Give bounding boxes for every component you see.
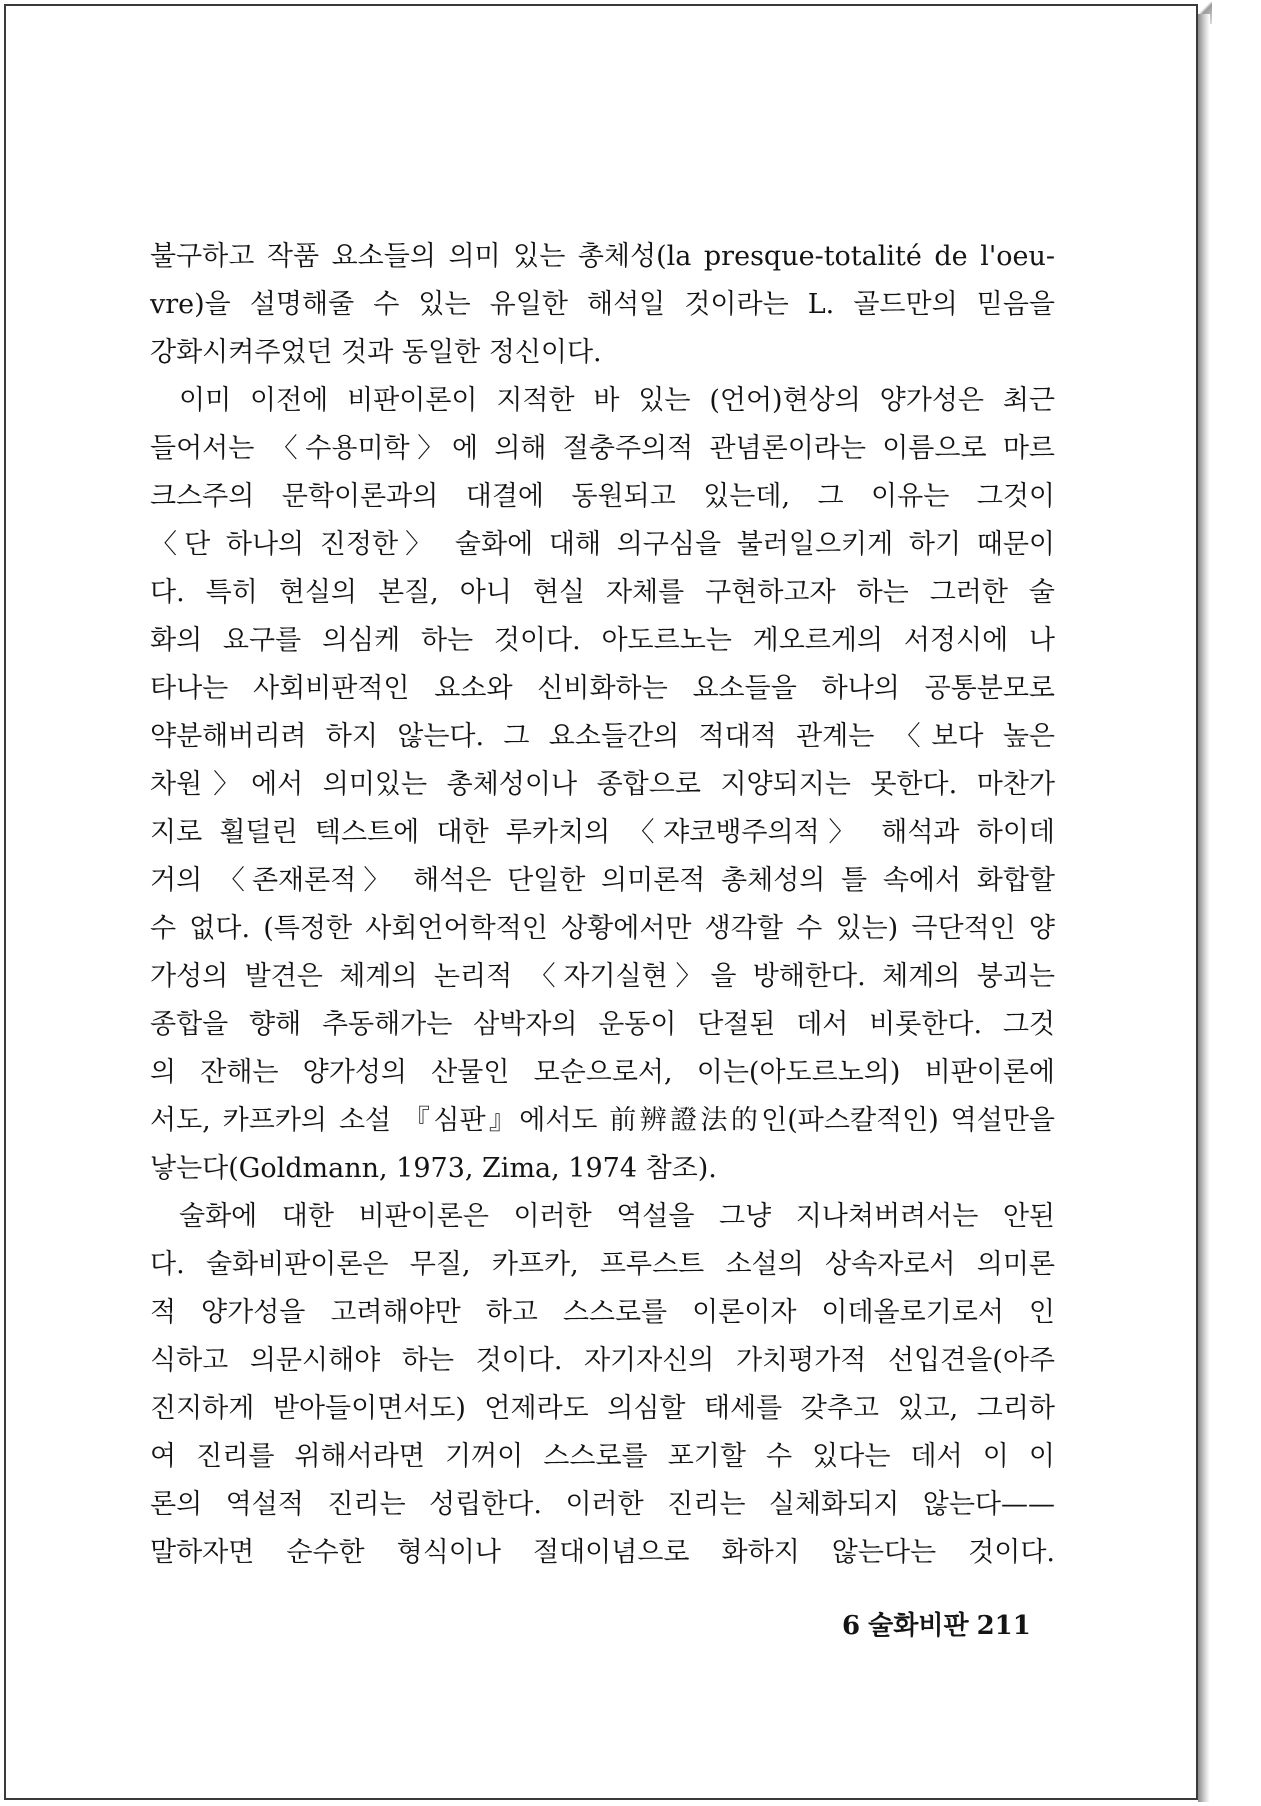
text-line: 다. 술화비판이론은 무질, 카프카, 프루스트 소설의 상속자로서 의미론 (150, 1249, 1055, 1280)
text-line: 강화시켜주었던 것과 동일한 정신이다. (150, 337, 602, 368)
text-line: 말하자면 순수한 형식이나 절대이념으로 화하지 않는다는 것이다. (150, 1537, 1055, 1568)
text-line: 지로 횔덜린 텍스트에 대한 루카치의 〈쟈코뱅주의적〉 해석과 하이데 (150, 817, 1055, 848)
text-line: 낳는다(Goldmann, 1973, Zima, 1974 참조). (150, 1153, 717, 1184)
text-line: 타나는 사회비판적인 요소와 신비화하는 요소들을 하나의 공통분모로 (150, 673, 1055, 704)
text-line: vre)을 설명해줄 수 있는 유일한 해석일 것이라는 L. 골드만의 믿음을 (150, 289, 1055, 320)
chapter-title: 술화비판 (868, 1611, 969, 1641)
text-line: 식하고 의문시해야 하는 것이다. 자기자신의 가치평가적 선입견을(아주 (150, 1345, 1055, 1376)
text-line: 화의 요구를 의심케 하는 것이다. 아도르노는 게오르게의 서정시에 나 (150, 625, 1055, 656)
page-number: 211 (976, 1611, 1031, 1641)
page-footer (842, 1606, 1031, 1646)
text-line: 여 진리를 위해서라면 기꺼이 스스로를 포기할 수 있다는 데서 이 이 (150, 1441, 1055, 1472)
text-line: 거의 〈존재론적〉 해석은 단일한 의미론적 총체성의 틀 속에서 화합할 (150, 865, 1055, 896)
text-line: 이미 이전에 비판이론이 지적한 바 있는 (언어)현상의 양가성은 최근 (179, 385, 1055, 416)
text-line: 가성의 발견은 체계의 논리적 〈자기실현〉을 방해한다. 체계의 붕괴는 (150, 961, 1055, 992)
text-line: 크스주의 문학이론과의 대결에 동원되고 있는데, 그 이유는 그것이 (150, 481, 1055, 512)
text-line: 차원〉에서 의미있는 총체성이나 종합으로 지양되지는 못한다. 마찬가 (150, 769, 1055, 800)
body-text (150, 233, 1055, 1577)
text-line: 론의 역설적 진리는 성립한다. 이러한 진리는 실체화되지 않는다—— (150, 1489, 1055, 1520)
text-line: 진지하게 받아들이면서도) 언제라도 의심할 태세를 갖추고 있고, 그리하 (150, 1393, 1055, 1424)
text-line: 수 없다. (특정한 사회언어학적인 상황에서만 생각할 수 있는) 극단적인 양 (150, 913, 1055, 944)
text-line: 종합을 향해 추동해가는 삼박자의 운동이 단절된 데서 비롯한다. 그것 (150, 1009, 1055, 1040)
text-line: 불구하고 작품 요소들의 의미 있는 총체성(la presque-totalité de l'oeu- (150, 241, 1055, 272)
chapter-number: 6 (842, 1611, 861, 1641)
text-line: 술화에 대한 비판이론은 이러한 역설을 그냥 지나쳐버려서는 안된 (179, 1201, 1055, 1232)
text-line: 의 잔해는 양가성의 산물인 모순으로서, 이는(아도르노의) 비판이론에 (150, 1057, 1055, 1088)
text-line: 적 양가성을 고려해야만 하고 스스로를 이론이자 이데올로기로서 인 (150, 1297, 1055, 1328)
text-line: 다. 특히 현실의 본질, 아니 현실 자체를 구현하고자 하는 그러한 술 (150, 577, 1055, 608)
text-line: 〈단 하나의 진정한〉 술화에 대해 의구심을 불러일으키게 하기 때문이 (150, 529, 1055, 560)
text-line: 들어서는 〈수용미학〉에 의해 절충주의적 관념론이라는 이름으로 마르 (150, 433, 1055, 464)
text-line: 서도, 카프카의 소설 『심판』에서도 前辨證法的인(파스칼적인) 역설만을 (150, 1105, 1055, 1136)
text-line: 약분해버리려 하지 않는다. 그 요소들간의 적대적 관계는 〈보다 높은 (150, 721, 1055, 752)
page-edge-shadow (1198, 14, 1210, 1802)
